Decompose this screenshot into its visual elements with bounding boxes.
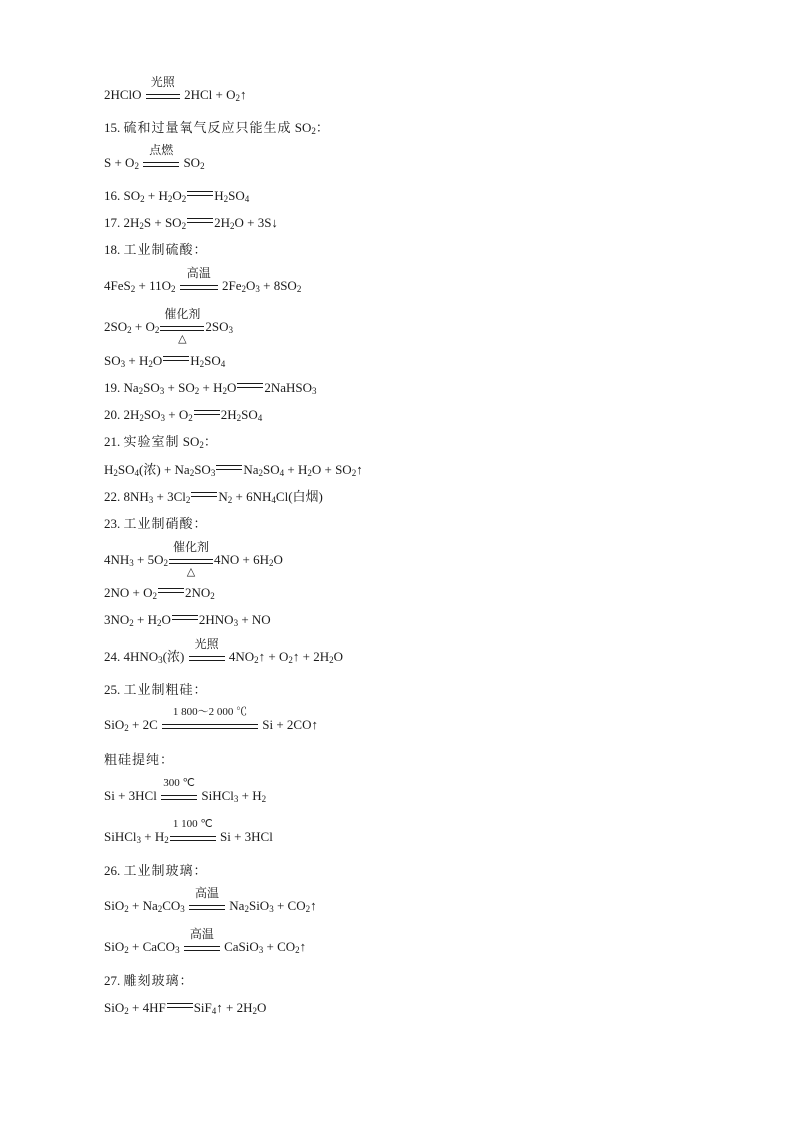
equation-20: 20. $2H_2SO_3 + O_2$ $2H_2SO_4$ xyxy=(104,407,263,423)
heading-15: 15. 硫和过量氧气反应只能生成 $SO_2$： xyxy=(104,120,330,136)
equation-sihcl3-reduction: SiHCl$_3$ + $H_2$ 1 100 ℃ Si + 3HCl xyxy=(104,818,273,845)
equation-so2-oxidation: $2SO_2 + O_2$ 催化剂 △ $2SO_3$ xyxy=(104,307,233,345)
heading-21: 21. 实验室制 $SO_2$： xyxy=(104,434,218,450)
heading-25: 25. 工业制粗硅： xyxy=(104,682,208,698)
heading-23: 23. 工业制硝酸： xyxy=(104,516,208,532)
heading-27: 27. 雕刻玻璃： xyxy=(104,973,194,989)
equation-24: 24. $4HNO_3$(浓) 光照 $4NO_2↑$ + $O_2↑ + 2H_2O$ xyxy=(104,637,344,665)
equation-no2-water: $3NO_2 + H_2O$ $2HNO_3$ + NO xyxy=(104,612,271,628)
equation-fes2-roasting: $4FeS_2 + 11O_2$ 高温 $2Fe_2O_3 + 8SO_2$ xyxy=(104,266,302,294)
heading-silicon-purification: 粗硅提纯： xyxy=(104,753,175,768)
equation-so3-water: $SO_3 + H_2O$ $H_2SO_4$ xyxy=(104,353,226,369)
equation-22: 22. $8NH_3 + 3Cl_2$ $N_2 + 6NH_4Cl$(白烟) xyxy=(104,489,323,505)
equation-hclo-decomposition: 2HClO 光照 $2HCl + O_2↑$ xyxy=(104,75,247,103)
equation-ammonia-oxidation: $4NH_3 + 5O_2$ 催化剂 △ $4NO + 6H_2O$ xyxy=(104,540,283,578)
equation-crude-silicon: SiO$_2$ + 2C 1 800～2 000 ℃ Si + 2CO↑ xyxy=(104,706,318,733)
equation-glass-na2co3: $SiO_2 + Na_2CO_3$ 高温 $Na_2SiO_3$ + $CO_2↑$ xyxy=(104,886,317,914)
equation-16: 16. $SO_2 + H_2O_2$ $H_2SO_4$ xyxy=(104,188,250,204)
equation-hf-etching: SiO$_2$ + 4HF SiF$_4$↑ + $2H_2O$ xyxy=(104,1000,267,1016)
equation-sihcl3-formation: Si + 3HCl 300 ℃ SiHCl$_3$ + $H_2$ xyxy=(104,777,267,804)
heading-18: 18. 工业制硫酸： xyxy=(104,242,208,258)
heading-26: 26. 工业制玻璃： xyxy=(104,863,208,879)
equation-17: 17. $2H_2S + SO_2$ $2H_2O$ + 3S↓ xyxy=(104,215,278,231)
equation-sulfur-combustion: $S + O_2$ 点燃 $SO_2$ xyxy=(104,143,205,171)
equation-glass-caco3: SiO$_2$ + CaCO$_3$ 高温 CaSiO$_3$ + $CO_2↑$ xyxy=(104,927,307,955)
equation-19: 19. $Na_2SO_3 + SO_2 + H_2O$ 2NaHSO$_3$ xyxy=(104,380,317,396)
equation-no-oxidation: $2NO + O_2$ $2NO_2$ xyxy=(104,585,215,601)
equation-so2-lab-prep: $H_2SO_4$(浓) + $Na_2SO_3$ $Na_2SO_4 + H_2O$ + $SO_2↑$ xyxy=(104,462,363,478)
